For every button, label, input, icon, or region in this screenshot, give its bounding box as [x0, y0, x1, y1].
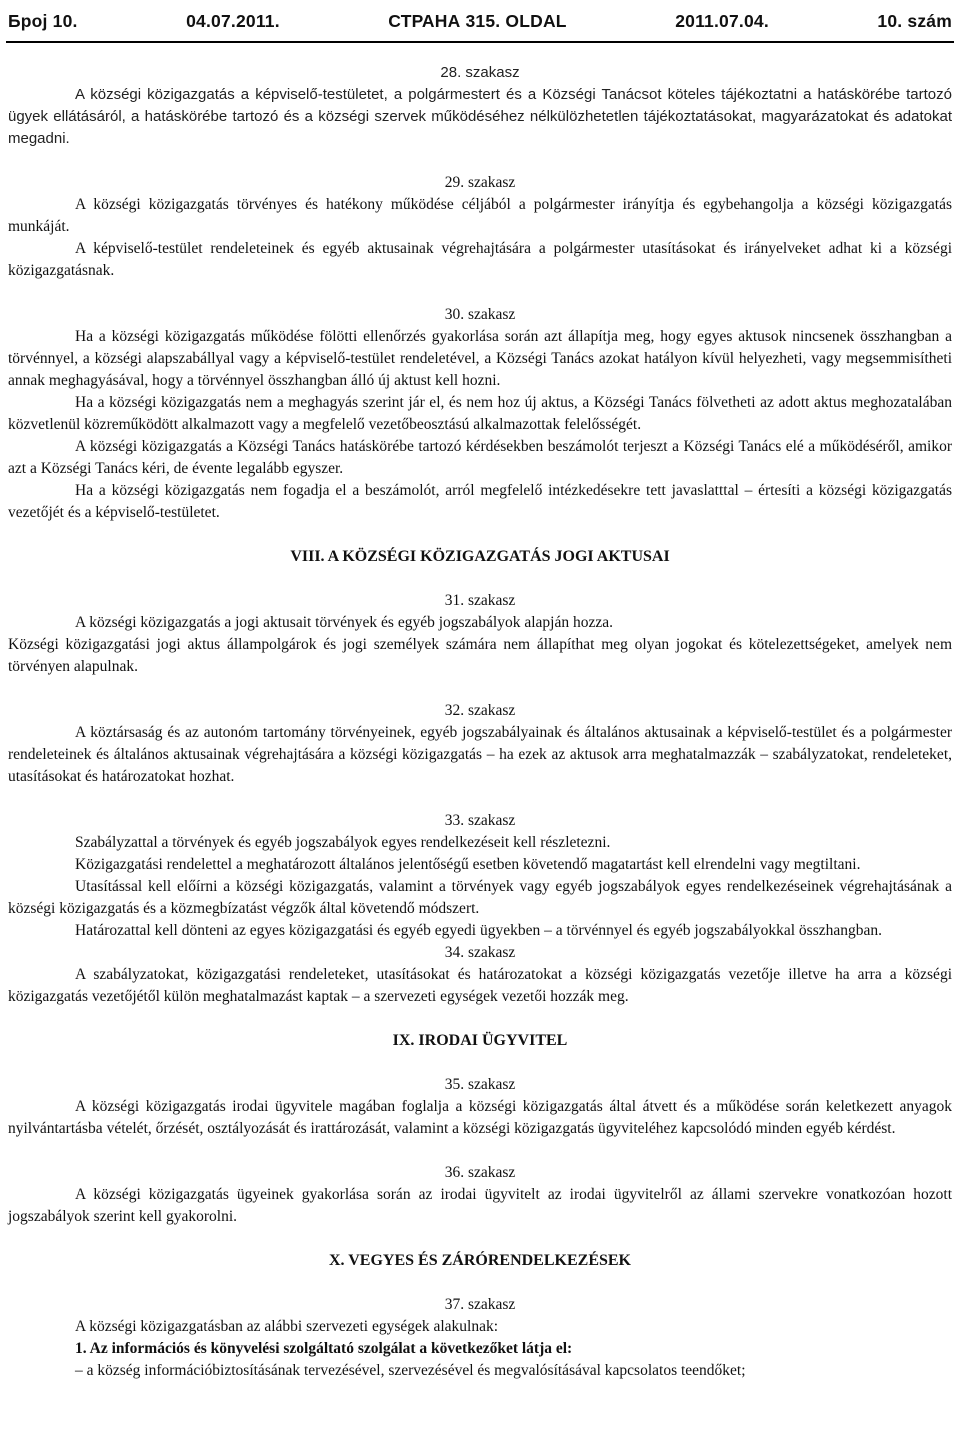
header-page-label: СТРАНА 315. OLDAL	[388, 10, 567, 31]
paragraph: Ha a községi közigazgatás nem a meghagyás szerint jár el, és nem hoz új aktus, a Községi Tanács fölvetheti az adott aktus meghozatalában közvetlenül közreműködött alkalmazott vagy a megfelelő vezetőbeosztású alkalmazottak felelősségét.	[8, 394, 952, 433]
document-body	[8, 62, 952, 1382]
section-heading: 31. szakasz	[444, 592, 516, 609]
spacer	[8, 1008, 952, 1030]
paragraph: A községi közigazgatás irodai ügyvitele magában foglalja a községi közigazgatás által átvett és a működése során keletkezett anyagok nyilvántartásba vételét, őrzését, osztályozását és irattározását, valamint a községi közigazgatás ügyviteléhez kapcsolódó minden egyéb kérdést.	[8, 1098, 952, 1137]
header-issue-serbian: Број 10.	[8, 10, 78, 31]
paragraph: Szabályzattal a törvények és egyéb jogszabályok egyes rendelkezéseit kell részletezni.	[75, 834, 611, 851]
chapter-heading: X. VEGYES ÉS ZÁRÓRENDELKEZÉSEK	[328, 1252, 631, 1269]
paragraph: Ha a községi közigazgatás működése fölötti ellenőrzés gyakorlása során azt állapítja meg, hogy egyes aktusok nincsenek összhangban a törvénnyel, a községi alapszabállyal vagy a képviselő-testület rendeletével, a Községi Tanács azokat hatályon kívül helyezheti, vagy megsemmisítheti annak meghagyásával, hogy a törvénnyel összhangban álló új aktust kell hozni.	[8, 328, 952, 389]
paragraph: A községi közigazgatásban az alábbi szervezeti egységek alakulnak:	[75, 1318, 499, 1335]
chapter-heading: VIII. A KÖZSÉGI KÖZIGAZGATÁS JOGI AKTUSAI	[290, 548, 670, 565]
section-heading: 30. szakasz	[444, 306, 516, 323]
paragraph: – a község információbiztosításának tervezésével, szervezésével és megvalósításával kapcsolatos teendőket;	[75, 1362, 746, 1379]
paragraph: Községi közigazgatási jogi aktus állampolgárok és jogi személyek számára nem állapíthat meg olyan jogokat és kötelezettségeket, amelyek nem törvényen alapulnak.	[8, 636, 952, 675]
paragraph: Közigazgatási rendelettel a meghatározott általános jelentőségű esetben követendő magatartást kell elrendelni vagy megtiltani.	[75, 856, 861, 873]
paragraph: Utasítással kell előírni a községi közigazgatás, valamint a törvények vagy egyéb jogszabályok egyes rendelkezéseinek végrehajtásának a községi közigazgatás és a közmegbízatást végzők által követendő módszert.	[8, 878, 952, 917]
spacer	[8, 150, 952, 172]
paragraph: A községi közigazgatás törvényes és hatékony működése céljából a polgármester irányítja és egybehangolja a községi közigazgatás munkáját.	[8, 196, 952, 235]
spacer	[8, 524, 952, 546]
paragraph: A községi közigazgatás a Községi Tanács hatáskörébe tartozó kérdésekben beszámolót terjeszt a Községi Tanács elé a működéséről, amikor azt a Községi Tanács kéri, de évente legalább egyszer.	[8, 438, 952, 477]
spacer	[8, 788, 952, 810]
section-heading: 36. szakasz	[444, 1164, 516, 1181]
header-date-hungarian: 2011.07.04.	[675, 10, 769, 31]
section-heading: 34. szakasz	[444, 944, 516, 961]
spacer	[8, 1140, 952, 1162]
paragraph: A községi közigazgatás a képviselő-testületet, a polgármestert és a Községi Tanácsot köteles tájékoztatni a hatáskörébe tartozó ügyek ellátásáról, a hatáskörébe tartozó és a községi szervek működéséhez nélkülözhetetlen tájékoztatásokat, magyarázatokat és adatokat megadni.	[8, 86, 952, 147]
paragraph: 1. Az információs és könyvelési szolgáltató szolgálat a következőket látja el:	[75, 1340, 573, 1357]
section-heading: 32. szakasz	[444, 702, 516, 719]
header-rule	[6, 41, 954, 43]
paragraph: A szabályzatokat, közigazgatási rendeleteket, utasításokat és határozatokat a községi közigazgatás vezetője illetve ha arra a községi közigazgatás vezetőjétől külön meghatalmazást kaptak – a szervezeti egységek vezetői hozzák meg.	[8, 966, 952, 1005]
spacer	[8, 568, 952, 590]
spacer	[8, 1228, 952, 1250]
section-heading: 29. szakasz	[444, 174, 516, 191]
page-header	[8, 4, 952, 38]
chapter-heading: IX. IRODAI ÜGYVITEL	[392, 1032, 568, 1049]
section-heading: 33. szakasz	[444, 812, 516, 829]
paragraph: A képviselő-testület rendeleteinek és egyéb aktusainak végrehajtására a polgármester utasításokat és irányelveket adhat ki a községi közigazgatásnak.	[8, 240, 952, 279]
spacer	[8, 1052, 952, 1074]
paragraph: A községi közigazgatás ügyeinek gyakorlása során az irodai ügyvitelt az irodai ügyvitelről az állami szervekre vonatkozóan hozott jogszabályok szerint kell gyakorolni.	[8, 1186, 952, 1225]
spacer	[8, 1272, 952, 1294]
header-date-serbian: 04.07.2011.	[186, 10, 280, 31]
paragraph: Határozattal kell dönteni az egyes közigazgatási és egyéb egyedi ügyekben – a törvénnyel és egyéb jogszabályokkal összhangban.	[75, 922, 882, 939]
paragraph: A községi közigazgatás a jogi aktusait törvények és egyéb jogszabályok alapján hozza.	[75, 614, 614, 631]
header-issue-hungarian: 10. szám	[877, 10, 952, 31]
section-heading: 37. szakasz	[444, 1296, 516, 1313]
spacer	[8, 282, 952, 304]
paragraph: Ha a községi közigazgatás nem fogadja el a beszámolót, arról megfelelő intézkedésekre tett javaslatttal – értesíti a községi közigazgatás vezetőjét és a képviselő-testületet.	[8, 482, 952, 521]
spacer	[8, 678, 952, 700]
paragraph: A köztársaság és az autonóm tartomány törvényeinek, egyéb jogszabályainak és általános aktusainak a képviselő-testület és a polgármester rendeleteinek és általános aktusainak végrehajtására a községi közigazgatás – ha ezek az aktusok arra meghatalmazzák – szabályzatokat, rendeleteket, utasításokat és határozatokat hozhat.	[8, 724, 952, 785]
section-heading: 28. szakasz	[440, 64, 520, 81]
section-heading: 35. szakasz	[444, 1076, 516, 1093]
